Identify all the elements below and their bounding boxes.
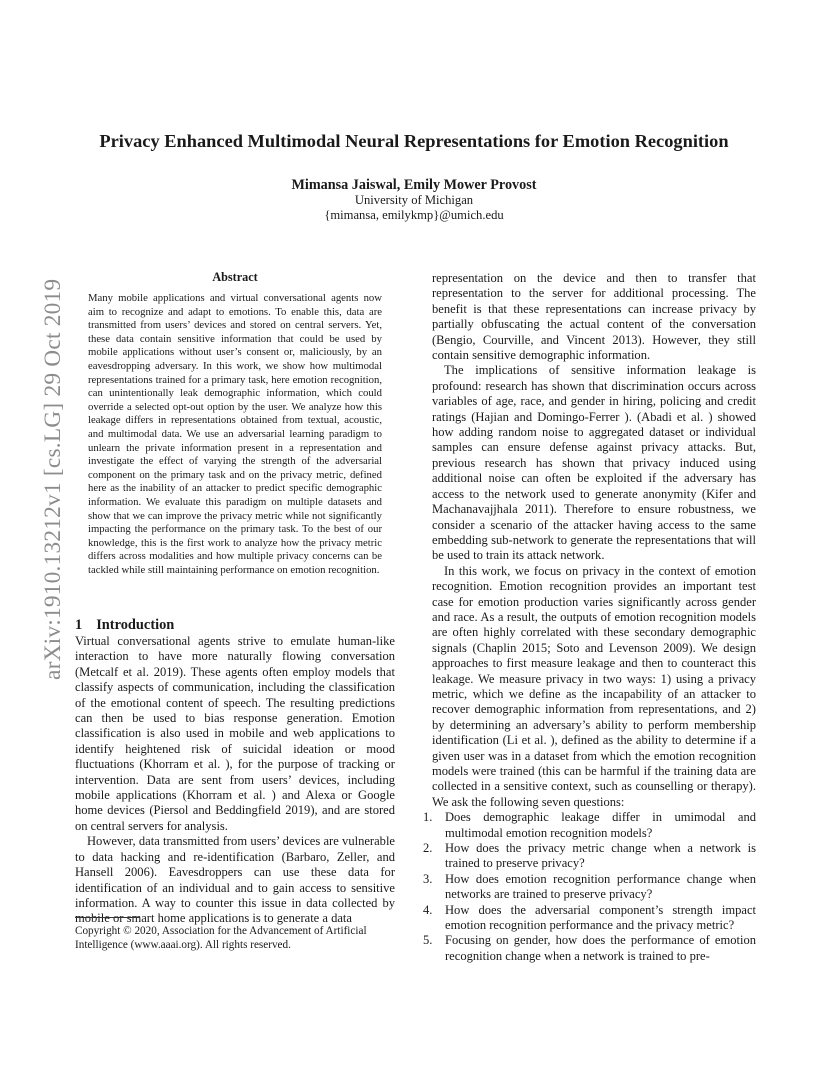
author-emails: {mimansa, emilykmp}@umich.edu xyxy=(324,208,504,222)
intro-paragraph: The implications of sensitive information leakage is profound: research has shown that discrimination occurs across variables of age, race, and gender in hiring, policing and credit ratings (Hajian and Domingo-Ferrer ). (Abadi et al. ) showed how adding random noise to aggregated dataset or individual samples can ensure defense against privacy attacks. But, previous research has shown that privacy induced using additional noise can often be exploited if the adversary has access to the network used to generate anonymity (Kifer and Machanavajjhala 2011). Therefore to ensure robustness, we consider a scenario of the attacker having access to the same embedding sub-network to generate the representations that will be used to train its attack network. xyxy=(432,363,756,563)
section-heading-introduction xyxy=(75,617,188,634)
question-text: How does the adversarial component’s strength impact emotion recognition performance and the privacy metric? xyxy=(445,902,756,933)
question-number: 1. xyxy=(423,810,433,825)
intro-paragraph: In this work, we focus on privacy in the context of emotion recognition. Emotion recognition provides an important test case for emotion production varies significantly across gender and race. As a result, the outputs of emotion recognition models are often highly correlated with these secondary demographic signals (Chaplin 2015; Soto and Levenson 2009). We design approaches to first measure leakage and then to counteract this leakage. We measure privacy in two ways: 1) using a privacy metric, which we define as the incapability of an attacker to recover demographic information from representations, and 2) by determining an adversary’s ability to perform membership identification (Li et al. ), defined as the ability to determine if a given user was in a dataset from which the emotion recognition models were trained (this can be harmful if the training data are collected in a sensitive context, such as counselling or therapy). We ask the following seven questions: xyxy=(432,563,756,809)
question-item xyxy=(423,841,756,872)
question-text: Focusing on gender, how does the performance of emotion recognition change when a network is trained to pre- xyxy=(445,933,756,963)
question-number: 5. xyxy=(423,933,433,948)
research-questions-list xyxy=(423,810,756,964)
footnote-divider xyxy=(75,917,140,918)
right-column-body xyxy=(423,271,756,964)
question-text: How does the privacy metric change when a network is trained to preserve privacy? xyxy=(445,841,756,871)
question-text: How does emotion recognition performance change when networks are trained to preserve privacy? xyxy=(445,871,756,902)
left-column-body xyxy=(75,634,395,927)
copyright-footnote: Copyright © 2020, Association for the Advancement of Artificial Intelligence (www.aaai.org). All rights reserved. xyxy=(75,925,367,951)
affiliation: University of Michigan xyxy=(354,193,474,207)
intro-paragraph: representation on the device and then to transfer that representation to the server for additional processing. The benefit is that these representations can increase privacy by partially obfuscating the actual content of the conversation (Bengio, Courville, and Vincent 2013). However, they still contain sensitive demographic information. xyxy=(432,271,756,363)
arxiv-stamp xyxy=(20,278,66,680)
arxiv-identifier: arXiv:1910.13212v1 [cs.LG] 29 Oct 2019 xyxy=(40,278,66,680)
paper-title: Privacy Enhanced Multimodal Neural Representations for Emotion Recognition xyxy=(99,131,729,151)
abstract-text: Many mobile applications and virtual conversational agents now aim to recognize and adapt to emotions. To enable this, data are transmitted from users’ devices and stored on central servers. Yet, these data contain sensitive information that could be used by mobile applications without user’s consent or, maliciously, by an eavesdropping adversary. In this work, we show how multimodal representations trained for a primary task, here emotion recognition, can unintentionally leak demographic information, which could override a selected opt-out option by the user. We analyze how this leakage differs in representations obtained from textual, acoustic, and multimodal data. We use an adversarial learning paradigm to unlearn the private information present in a representation and investigate the effect of varying the strength of the adversarial component on the primary task and on the privacy metric, defined here as the inability of an attacker to predict specific demographic information. We evaluate this paradigm on multiple datasets and show that we can improve the privacy metric while not significantly impacting the performance on the primary task. To the best of our knowledge, this is the first work to analyze how the privacy metric differs across modalities and how multiple privacy concerns can be tackled while still maintaining performance on emotion recognition. xyxy=(88,292,382,576)
author-affiliation-block xyxy=(60,193,768,223)
paper-authors: Mimansa Jaiswal, Emily Mower Provost xyxy=(291,177,537,193)
question-item xyxy=(423,902,756,934)
question-text: Does demographic leakage differ in umimodal and multimodal emotion recognition models? xyxy=(445,810,756,840)
section-number: 1 xyxy=(75,617,83,633)
question-number: 3. xyxy=(423,871,433,886)
intro-paragraph: However, data transmitted from users’ devices are vulnerable to data hacking and re-identification (Barbaro, Zeller, and Hansell 2006). Eavesdroppers can use these data for identification of an individual and to gain access to sensitive information. A way to counter this issue in data collected by mobile or smart home applications is to generate a data xyxy=(75,834,395,926)
question-number: 4. xyxy=(423,902,433,917)
question-item xyxy=(423,810,756,841)
question-item xyxy=(423,871,756,903)
section-title: Introduction xyxy=(96,617,175,633)
intro-paragraph: Virtual conversational agents strive to emulate human-like interaction to have more naturally flowing conversation (Metcalf et al. 2019). These agents often employ models that classify aspects of communication, including the classification of the emotional content of speech. The resulting predictions can then be used to bias response generation. Emotion classification is also used in mobile and web applications to identify heightened risk of suicidal ideation or mood fluctuations (Khorram et al. ), for the purpose of tracking or intervention. Data are sent from users’ devices, including mobile applications (Khorram et al. ) and Alexa or Google home devices (Piersol and Beddingfield 2019), and are stored on central servers for analysis. xyxy=(75,634,395,833)
question-item xyxy=(423,933,756,964)
question-number: 2. xyxy=(423,841,433,856)
abstract-heading: Abstract xyxy=(212,270,258,284)
